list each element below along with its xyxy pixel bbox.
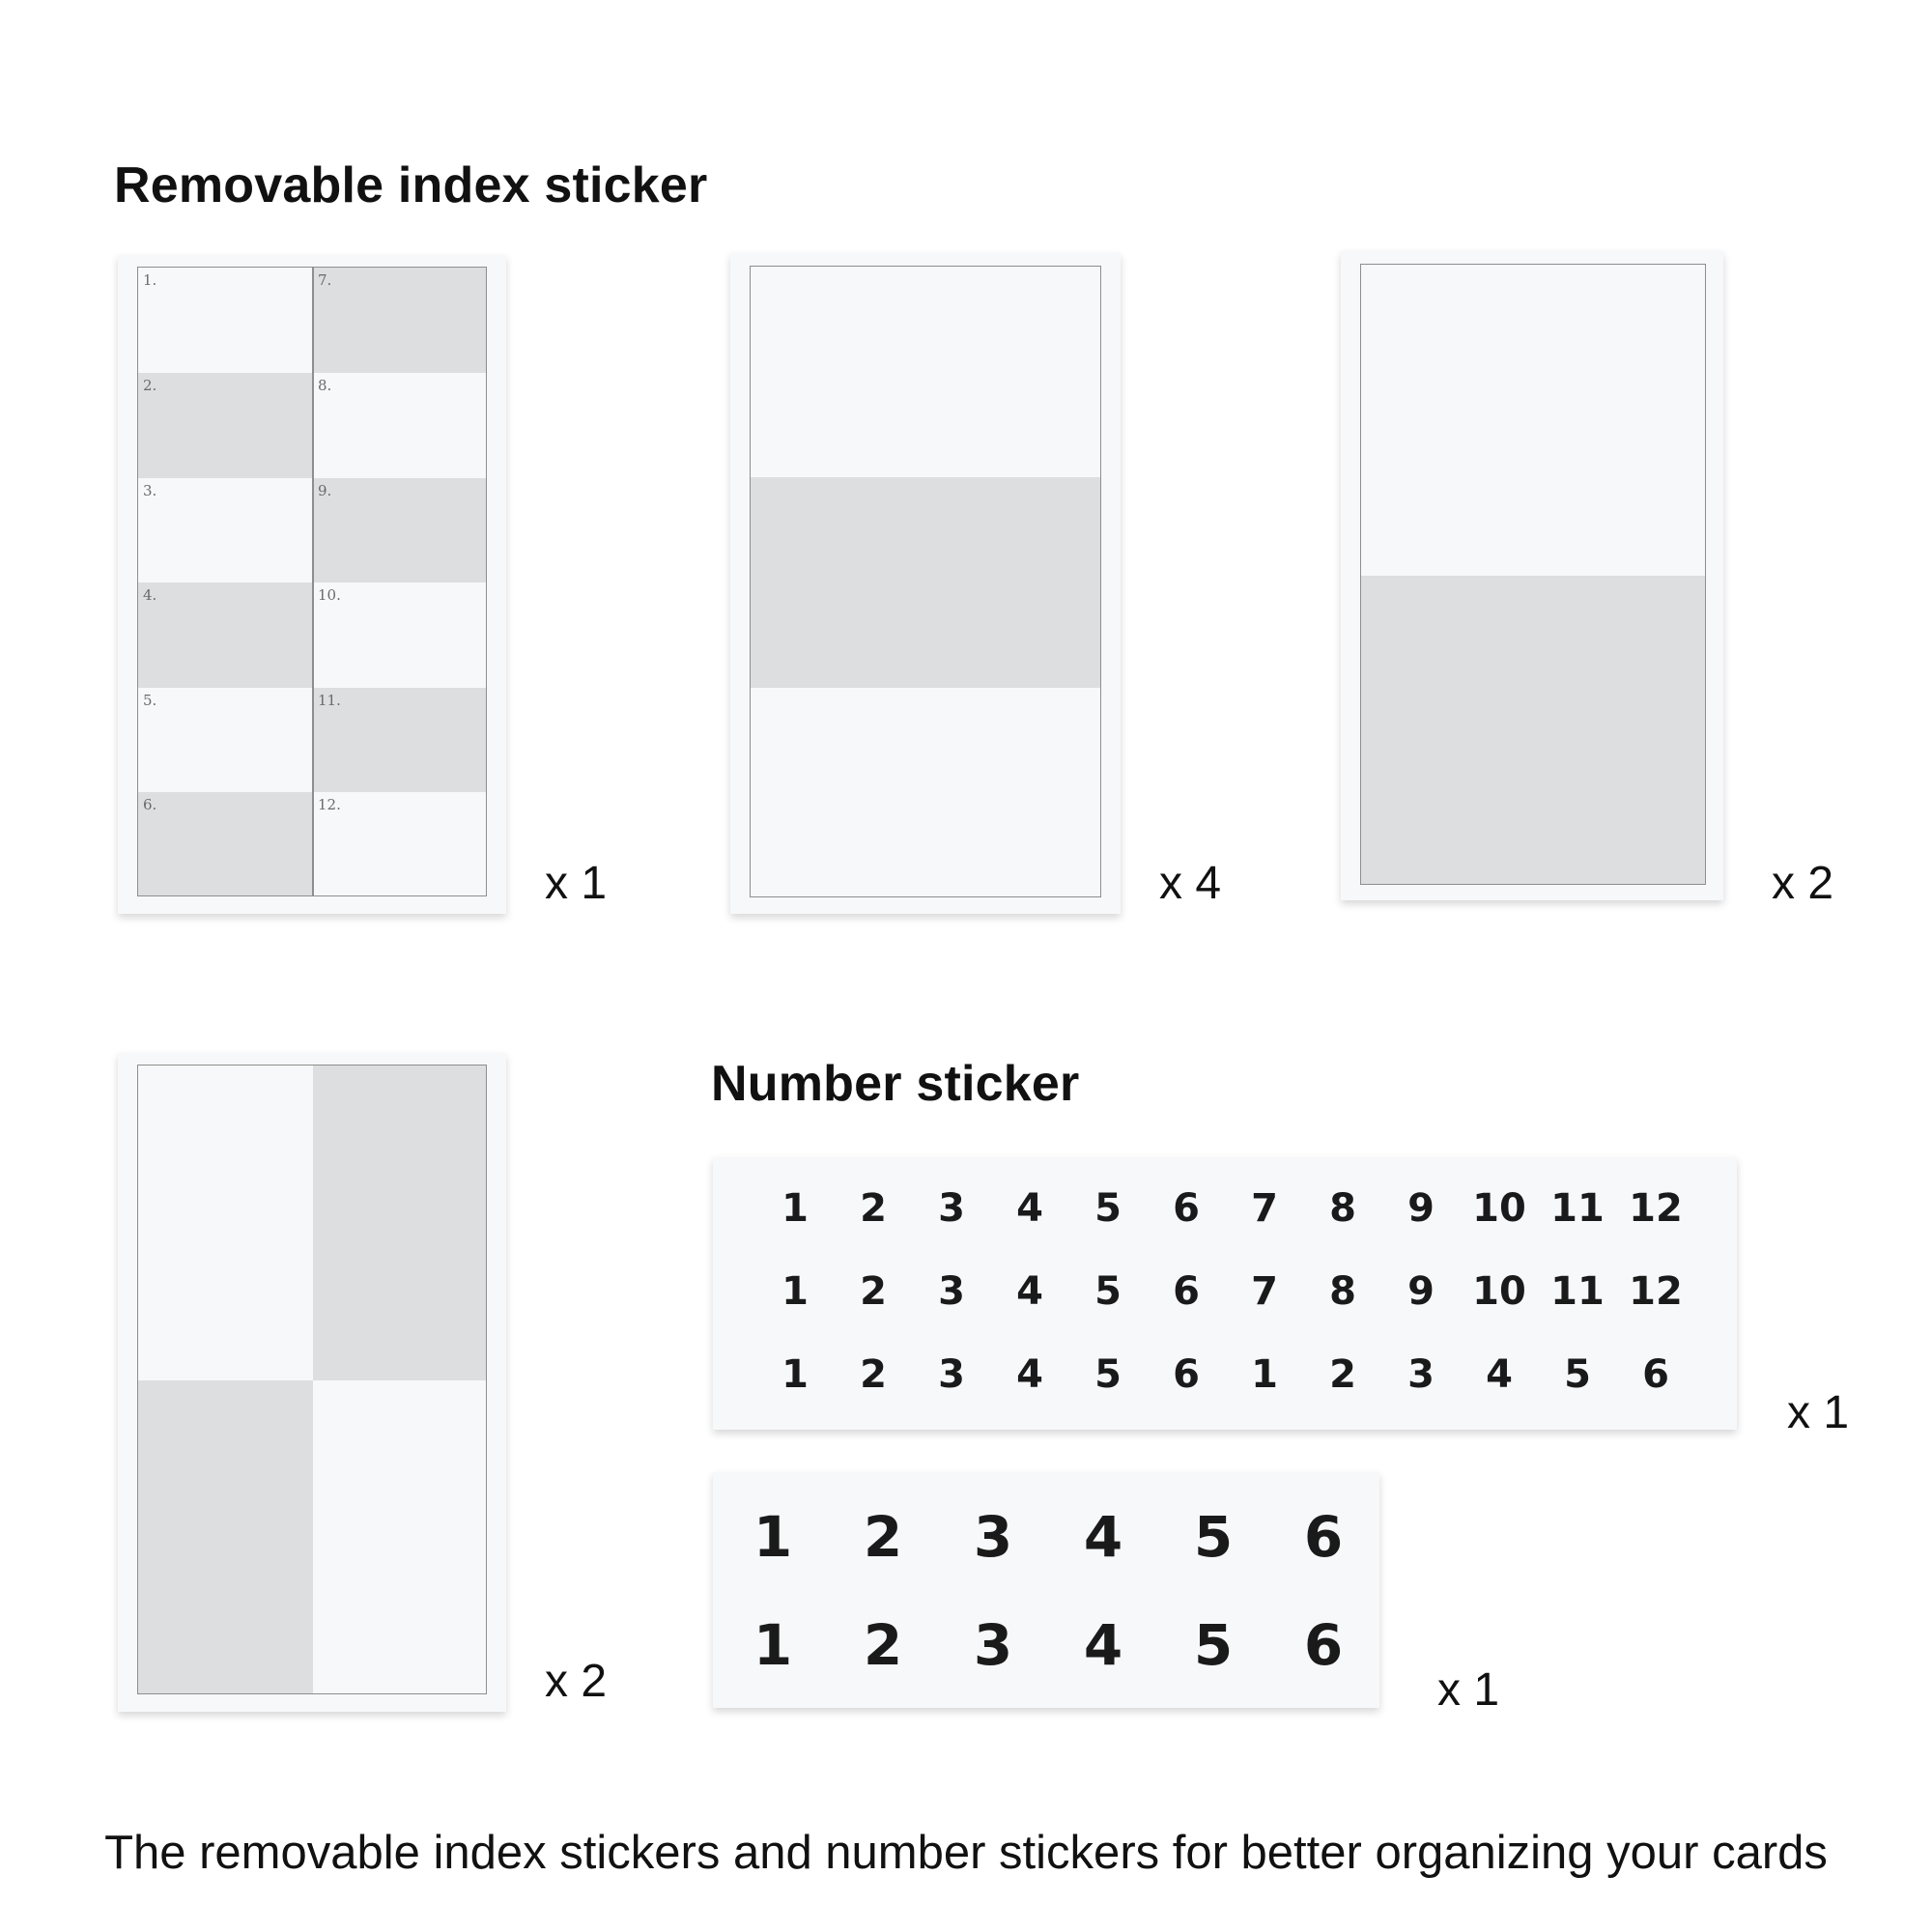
number-sticker-label: 9	[1407, 1269, 1435, 1314]
halves-cell-top	[1361, 265, 1706, 576]
number-sticker-label: 5	[1193, 1612, 1234, 1678]
number-sticker-label: 1	[781, 1269, 809, 1314]
index-sheet-thirds	[730, 253, 1121, 914]
number-sticker-label: 5	[1564, 1352, 1591, 1397]
index-sheet-quarters-area	[137, 1065, 487, 1694]
number-sticker-label: 3	[938, 1186, 965, 1231]
number-sticker-label: 5	[1094, 1186, 1122, 1231]
index-cell-7	[313, 268, 487, 373]
index-cell-label: 11.	[318, 692, 341, 709]
index-cell-4	[138, 582, 313, 688]
number-sticker-label: 3	[938, 1352, 965, 1397]
number-sticker-label: 7	[1251, 1186, 1278, 1231]
number-sticker-label: 2	[863, 1504, 903, 1570]
index-cell-label: 8.	[318, 377, 332, 394]
index-sheet-12-cells	[118, 255, 506, 914]
index-sheet-halves-quantity: x 2	[1772, 858, 1834, 909]
number-sheet-large	[713, 1472, 1379, 1708]
index-cell-label: 4.	[143, 586, 157, 604]
number-sticker-label: 6	[1173, 1352, 1200, 1397]
index-cell-8	[313, 373, 487, 478]
number-sticker-label: 12	[1629, 1269, 1683, 1314]
index-cell-label: 9.	[318, 482, 332, 499]
number-sticker-label: 1	[781, 1186, 809, 1231]
number-sticker-label: 2	[860, 1269, 887, 1314]
index-sheet-12-cells-quantity: x 1	[545, 858, 608, 909]
index-sheet-quarters-quantity: x 2	[545, 1656, 608, 1707]
number-sticker-label: 2	[860, 1186, 887, 1231]
number-sticker-label: 11	[1550, 1186, 1605, 1231]
number-sticker-label: 8	[1329, 1269, 1356, 1314]
index-cell-label: 2.	[143, 377, 157, 394]
number-sticker-label: 7	[1251, 1269, 1278, 1314]
index-cell-label: 3.	[143, 482, 157, 499]
number-sticker-label: 4	[1083, 1612, 1123, 1678]
number-sticker-label: 4	[1016, 1269, 1043, 1314]
index-cell-1	[138, 268, 313, 373]
halves-cell-bottom	[1361, 576, 1706, 885]
index-sheet-quarters	[118, 1053, 506, 1712]
number-sticker-label: 2	[863, 1612, 903, 1678]
index-cell-10	[313, 582, 487, 688]
thirds-cell-middle	[751, 477, 1101, 688]
number-sticker-label: 10	[1472, 1186, 1526, 1231]
number-sticker-label: 1	[781, 1352, 809, 1397]
index-cell-label: 10.	[318, 586, 341, 604]
number-sticker-label: 4	[1486, 1352, 1513, 1397]
index-cell-11	[313, 688, 487, 792]
quarters-column-divider	[312, 1065, 314, 1380]
index-column-divider	[312, 268, 314, 895]
number-sticker-label: 1	[1251, 1352, 1278, 1397]
index-cell-label: 1.	[143, 271, 157, 289]
index-cell-5	[138, 688, 313, 792]
quarters-cell-bottom-left	[138, 1380, 313, 1694]
number-sheet-large-quantity: x 1	[1437, 1664, 1500, 1716]
quarters-cell-top-right	[313, 1065, 487, 1380]
number-sticker-label: 5	[1094, 1352, 1122, 1397]
index-cell-label: 6.	[143, 796, 157, 813]
number-sticker-label: 6	[1173, 1269, 1200, 1314]
number-sticker-label: 5	[1193, 1504, 1234, 1570]
index-cell-9	[313, 478, 487, 582]
index-cell-label: 7.	[318, 271, 332, 289]
number-sticker-heading: Number sticker	[711, 1056, 1080, 1112]
number-sheet-small	[713, 1157, 1737, 1430]
index-sheet-thirds-area	[750, 266, 1101, 897]
thirds-cell-top	[751, 267, 1101, 477]
quarters-cell-bottom-right	[313, 1380, 487, 1694]
index-cell-label: 5.	[143, 692, 157, 709]
number-sticker-label: 6	[1303, 1612, 1344, 1678]
number-sticker-label: 6	[1303, 1504, 1344, 1570]
number-sticker-label: 11	[1550, 1269, 1605, 1314]
number-sticker-label: 2	[1329, 1352, 1356, 1397]
index-cell-3	[138, 478, 313, 582]
index-cell-6	[138, 792, 313, 896]
number-sticker-label: 4	[1016, 1352, 1043, 1397]
index-cell-12	[313, 792, 487, 896]
index-sheet-halves	[1341, 251, 1723, 900]
number-sticker-label: 9	[1407, 1186, 1435, 1231]
index-sheet-halves-area	[1360, 264, 1706, 885]
number-sticker-label: 8	[1329, 1186, 1356, 1231]
number-sticker-label: 6	[1642, 1352, 1669, 1397]
number-sticker-label: 6	[1173, 1186, 1200, 1231]
number-sticker-label: 4	[1016, 1186, 1043, 1231]
quarters-cell-top-left	[138, 1065, 313, 1380]
number-sticker-label: 2	[860, 1352, 887, 1397]
number-sticker-label: 10	[1472, 1269, 1526, 1314]
number-sheet-small-quantity: x 1	[1787, 1387, 1850, 1438]
index-cell-label: 12.	[318, 796, 341, 813]
number-sticker-label: 4	[1083, 1504, 1123, 1570]
number-sticker-label: 1	[753, 1504, 793, 1570]
number-sticker-label: 1	[753, 1612, 793, 1678]
number-sticker-label: 3	[973, 1612, 1013, 1678]
index-sticker-heading: Removable index sticker	[114, 157, 708, 213]
number-sticker-label: 3	[1407, 1352, 1435, 1397]
number-sticker-label: 3	[938, 1269, 965, 1314]
thirds-cell-bottom	[751, 688, 1101, 897]
caption: The removable index stickers and number stickers for better organizing your cards	[104, 1827, 1828, 1879]
number-sticker-label: 12	[1629, 1186, 1683, 1231]
index-cell-2	[138, 373, 313, 478]
number-sticker-label: 5	[1094, 1269, 1122, 1314]
index-sheet-thirds-quantity: x 4	[1159, 858, 1222, 909]
number-sticker-label: 3	[973, 1504, 1013, 1570]
index-sheet-12-cells-area	[137, 267, 487, 896]
